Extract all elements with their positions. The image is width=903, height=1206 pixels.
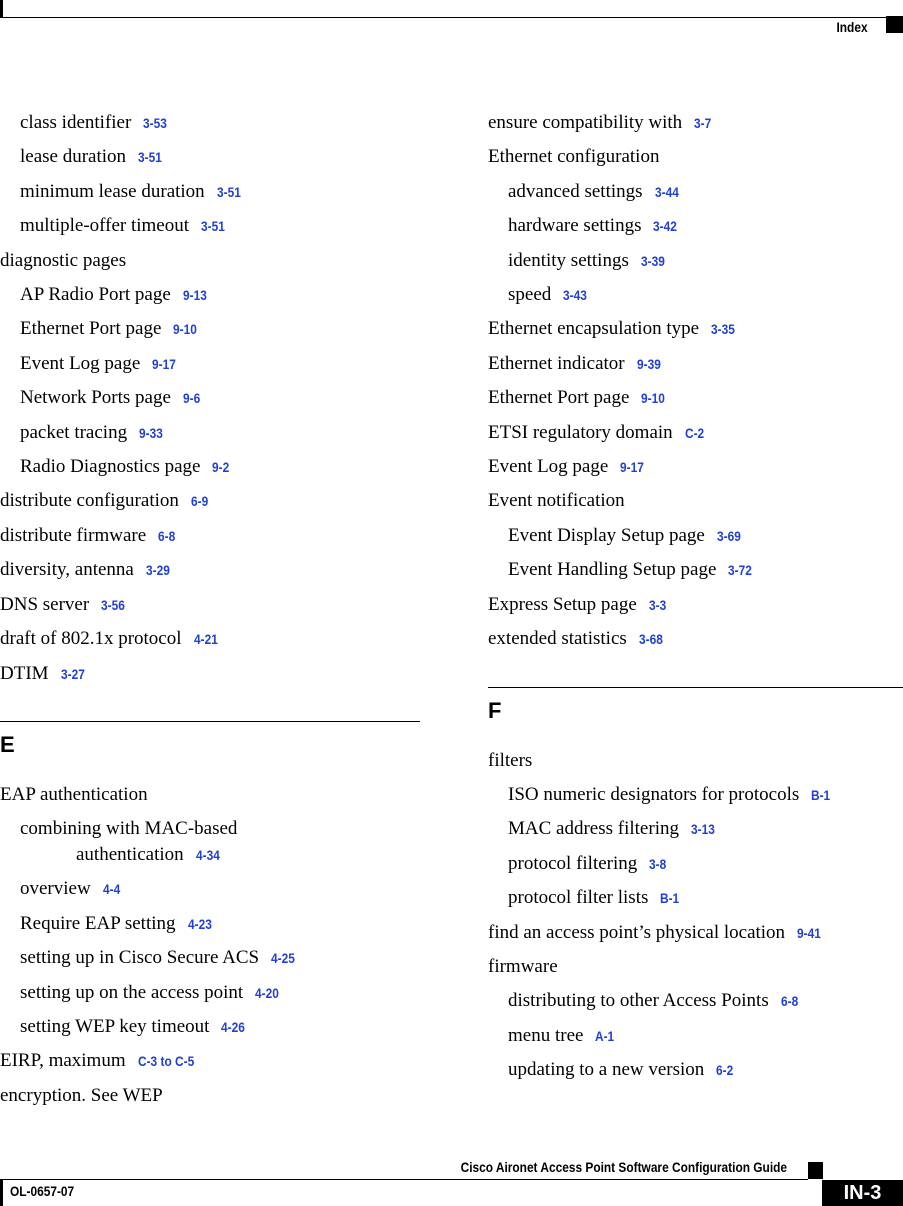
entry-continuation-text: authentication <box>76 844 184 866</box>
page-reference-link[interactable]: 3-27 <box>60 665 85 682</box>
page-reference-link[interactable]: 4-23 <box>187 915 212 932</box>
page-reference-link[interactable]: 6-2 <box>716 1062 734 1079</box>
index-entry <box>0 484 420 518</box>
page-reference-link[interactable]: 3-39 <box>640 252 665 269</box>
section-heading <box>0 721 420 778</box>
index-entry <box>0 553 420 587</box>
entry-text: extended statistics <box>488 628 627 650</box>
page-reference-link[interactable]: 3-44 <box>654 183 679 200</box>
entry-continuation <box>20 842 420 868</box>
page-reference-link[interactable]: 9-6 <box>182 390 201 407</box>
index-subentry <box>0 872 420 906</box>
entry-text: protocol filtering <box>508 852 638 874</box>
page-reference-link[interactable]: 3-51 <box>201 218 225 235</box>
index-subentry <box>0 1010 420 1044</box>
page-reference-link[interactable]: 3-72 <box>728 562 753 579</box>
index-entry <box>0 622 420 656</box>
entry-text: combining with MAC-based <box>20 818 238 840</box>
entry-text: packet tracing <box>20 421 128 443</box>
page-reference-link[interactable]: 3-29 <box>145 562 170 579</box>
index-subentry <box>488 847 903 881</box>
index-subentry <box>488 1019 903 1053</box>
header-tick <box>0 0 3 18</box>
page-reference-link[interactable]: 3-51 <box>216 183 241 200</box>
page-reference-link[interactable]: 6-8 <box>780 993 798 1010</box>
entry-text: Ethernet Port page <box>20 318 162 340</box>
index-entry <box>0 244 420 278</box>
page-reference-link[interactable]: 3-8 <box>649 855 667 872</box>
header-rule <box>0 17 903 18</box>
index-subentry <box>0 381 420 415</box>
entry-text: AP Radio Port page <box>20 284 171 306</box>
index-subentry <box>488 553 903 587</box>
footer-doc-number: OL-0657-07 <box>10 1183 75 1199</box>
entry-text: Network Ports page <box>20 387 171 409</box>
entry-text: menu tree <box>508 1024 584 1046</box>
entry-text: distribute configuration <box>0 490 179 512</box>
entry-text: Ethernet Port page <box>488 387 630 409</box>
index-subentry <box>488 1053 903 1087</box>
index-entry <box>0 1079 420 1113</box>
entry-text: DNS server <box>0 593 90 615</box>
page-reference-link[interactable]: B-1 <box>660 890 680 907</box>
index-subentry <box>0 140 420 174</box>
entry-text: minimum lease duration <box>20 180 205 202</box>
index-subentry <box>0 175 420 209</box>
entry-text: hardware settings <box>508 215 642 237</box>
page-reference-link[interactable]: 3-56 <box>101 596 126 613</box>
index-entry <box>488 744 903 778</box>
page-reference-link[interactable]: 6-9 <box>190 493 209 510</box>
page-reference-link[interactable]: 9-17 <box>620 459 645 476</box>
index-entry <box>488 950 903 984</box>
entry-text: distribute firmware <box>0 524 147 546</box>
index-subentry <box>0 450 420 484</box>
footer-rule <box>0 1179 808 1180</box>
entry-text: Event Display Setup page <box>508 524 705 546</box>
entry-text: ISO numeric designators for protocols <box>508 783 800 805</box>
entry-text: DTIM <box>0 662 49 684</box>
page-reference-link[interactable]: 9-10 <box>641 390 666 407</box>
index-entry <box>488 916 903 950</box>
entry-text: Require EAP setting <box>20 912 176 934</box>
entry-text: multiple-offer timeout <box>20 215 190 237</box>
entry-text: EIRP, maximum <box>0 1050 126 1072</box>
index-subentry <box>0 106 420 140</box>
entry-text: diagnostic pages <box>0 249 127 271</box>
index-subentry <box>488 278 903 312</box>
index-subentry <box>488 519 903 553</box>
section-heading <box>488 687 903 744</box>
entry-text: setting up in Cisco Secure ACS <box>20 947 260 969</box>
index-entry <box>488 106 903 140</box>
entry-text: MAC address filtering <box>508 818 679 840</box>
entry-text: setting up on the access point <box>20 981 244 1003</box>
entry-text: Event notification <box>488 490 625 512</box>
entry-text: advanced settings <box>508 180 643 202</box>
entry-text: identity settings <box>508 249 629 271</box>
entry-text: Radio Diagnostics page <box>20 456 201 478</box>
page-reference-link[interactable]: C-2 <box>684 424 704 441</box>
page-reference-link[interactable]: 3-51 <box>138 149 162 166</box>
page-reference-link[interactable]: 3-68 <box>638 631 663 648</box>
entry-text: class identifier <box>20 112 132 133</box>
entry-text: overview <box>20 878 91 900</box>
index-subentry <box>0 907 420 941</box>
index-entry <box>0 1044 420 1078</box>
entry-text: diversity, antenna <box>0 559 134 581</box>
page-reference-link[interactable]: 4-34 <box>195 847 220 864</box>
index-entry <box>488 450 903 484</box>
footer-guide-title: Cisco Aironet Access Point Software Configuration Guide <box>460 1159 787 1175</box>
page-reference-link[interactable]: B-1 <box>811 786 831 803</box>
index-subentry <box>0 416 420 450</box>
page-reference-link[interactable]: 3-53 <box>143 115 168 131</box>
page-reference-link[interactable]: 3-69 <box>716 527 741 544</box>
page-reference-link[interactable]: 3-3 <box>648 596 667 613</box>
entry-text: Event Handling Setup page <box>508 559 717 581</box>
entry-text: find an access point’s physical location <box>488 921 786 943</box>
index-subentry <box>488 881 903 915</box>
index-subentry <box>0 812 420 872</box>
entry-text: protocol filter lists <box>508 887 649 909</box>
page-reference-link[interactable]: 4-21 <box>193 631 218 648</box>
index-subentry <box>488 778 903 812</box>
page-reference-link[interactable]: 9-33 <box>139 424 163 441</box>
page-reference-link[interactable]: 9-10 <box>173 321 198 338</box>
entry-text: Ethernet indicator <box>488 352 625 374</box>
index-subentry <box>0 941 420 975</box>
entry-text: ensure compatibility with <box>488 112 683 133</box>
page-reference-link[interactable]: 3-42 <box>653 218 678 235</box>
index-subentry <box>488 175 903 209</box>
entry-text: updating to a new version <box>508 1059 705 1081</box>
entry-text: distributing to other Access Points <box>508 990 769 1012</box>
page-reference-link[interactable]: 4-25 <box>271 950 295 967</box>
index-entry <box>488 347 903 381</box>
page-reference-link[interactable]: 9-13 <box>182 287 207 304</box>
index-entry <box>0 519 420 553</box>
index-entry <box>488 622 903 656</box>
entry-text: Ethernet encapsulation type <box>488 318 700 340</box>
index-column-left <box>0 106 420 1113</box>
index-column-right <box>488 106 903 1088</box>
page-reference-link[interactable]: A-1 <box>595 1027 615 1044</box>
page-reference-link[interactable]: C-3 to C-5 <box>137 1053 194 1070</box>
index-subentry <box>0 312 420 346</box>
index-entry <box>0 778 420 812</box>
entry-text: draft of 802.1x protocol <box>0 628 182 650</box>
index-subentry <box>0 976 420 1010</box>
section-letter: F <box>488 697 502 723</box>
entry-text: EAP authentication <box>0 783 148 805</box>
page-reference-link[interactable]: 3-7 <box>694 115 712 131</box>
index-subentry <box>488 984 903 1018</box>
index-entry <box>488 416 903 450</box>
footer-block <box>808 1162 823 1179</box>
index-subentry <box>488 812 903 846</box>
index-entry <box>0 657 420 691</box>
index-subentry <box>0 347 420 381</box>
page-reference-link[interactable]: 9-39 <box>636 355 661 372</box>
entry-text: speed <box>508 284 552 306</box>
index-entry <box>488 588 903 622</box>
header-block <box>886 16 903 33</box>
page-reference-link[interactable]: 4-20 <box>255 984 280 1001</box>
entry-text: setting WEP key timeout <box>20 1015 210 1037</box>
entry-text: Event Log page <box>20 352 141 374</box>
page-reference-link[interactable]: 9-17 <box>152 355 177 372</box>
page-reference-link[interactable]: 4-4 <box>102 881 120 898</box>
entry-text: lease duration <box>20 146 127 168</box>
section-letter: E <box>0 731 15 757</box>
entry-text: Express Setup page <box>488 593 637 615</box>
page-reference-link[interactable]: 3-35 <box>711 321 735 338</box>
page-reference-link[interactable]: 3-13 <box>690 821 715 838</box>
index-entry <box>0 588 420 622</box>
index-entry <box>488 381 903 415</box>
page-reference-link[interactable]: 6-8 <box>158 527 176 544</box>
page-reference-link[interactable]: 9-41 <box>797 924 821 941</box>
index-subentry <box>0 278 420 312</box>
page-reference-link[interactable]: 4-26 <box>221 1018 246 1035</box>
footer-tick <box>0 1179 3 1206</box>
index-entry <box>488 140 903 174</box>
footer-page-number: IN-3 <box>822 1180 903 1206</box>
page-reference-link[interactable]: 3-43 <box>563 287 588 304</box>
index-entry <box>488 484 903 518</box>
header-title: Index <box>836 19 868 35</box>
entry-text: Event Log page <box>488 456 609 478</box>
index-subentry <box>0 209 420 243</box>
entry-text: filters <box>488 749 533 771</box>
page-reference-link[interactable]: 9-2 <box>212 459 230 476</box>
entry-text: Ethernet configuration <box>488 146 660 168</box>
entry-text: ETSI regulatory domain <box>488 421 673 443</box>
entry-text: firmware <box>488 955 558 977</box>
index-entry <box>488 312 903 346</box>
index-subentry <box>488 244 903 278</box>
entry-text: encryption. See WEP <box>0 1084 163 1106</box>
index-subentry <box>488 209 903 243</box>
